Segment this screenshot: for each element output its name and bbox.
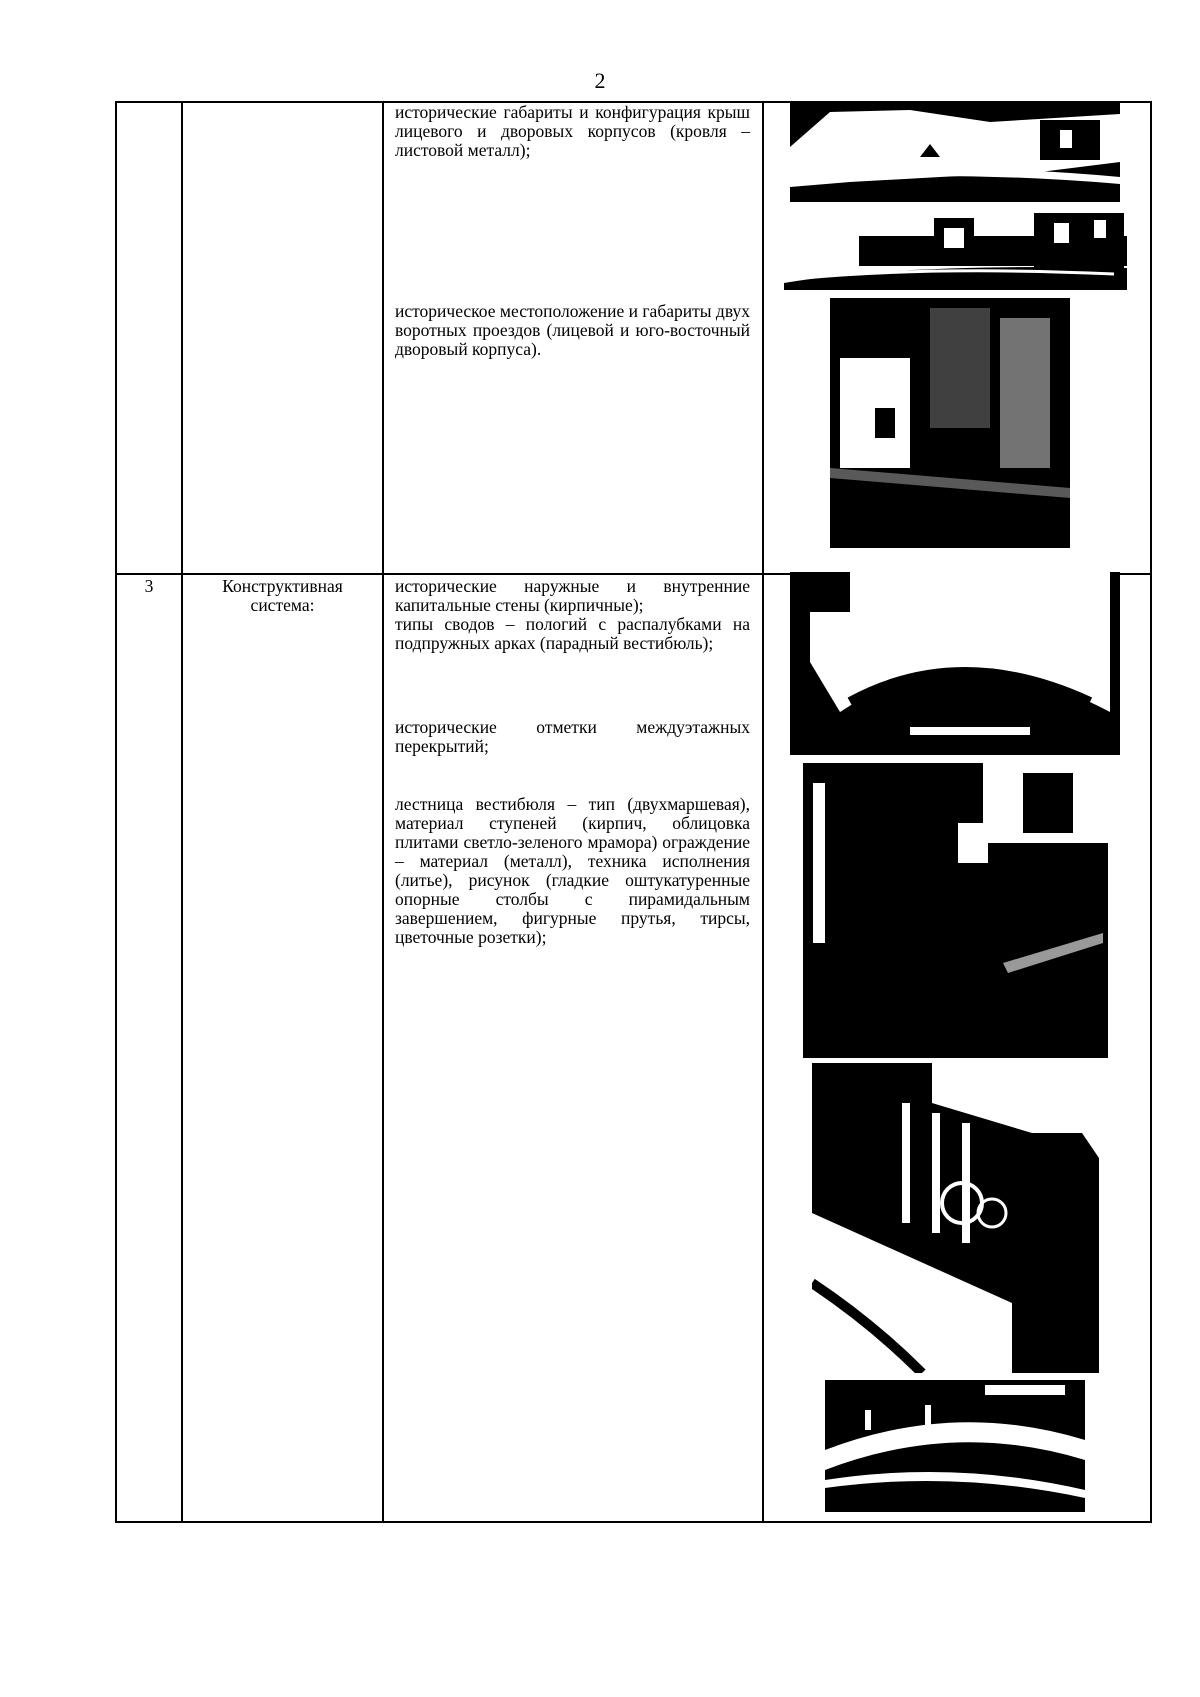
staircase-photo — [803, 763, 1108, 1058]
column-divider-2 — [382, 101, 384, 1523]
table-left-border — [115, 101, 117, 1523]
row2-item-walls-vaults: исторические наружные и внутренние капитальные стены (кирпичные); типы сводов – пологий с распалубками на подпружных арках (парадный вестибюль); — [395, 576, 750, 653]
roof-photo-2 — [784, 208, 1127, 290]
row1-item-roofs: исторические габариты и конфигурация крыш лицевого и дворовых корпусов (кровля – листовой металл); — [395, 102, 750, 160]
row2-item-floor-levels: исторические отметки междуэтажных перекрытий; — [395, 717, 750, 756]
column-divider-3 — [762, 101, 764, 1523]
table-right-border — [1150, 101, 1152, 1523]
railing-photo — [812, 1063, 1099, 1373]
gate-passage-photo — [830, 298, 1070, 548]
roof-photo-1 — [790, 102, 1120, 202]
column-divider-1 — [181, 101, 183, 1523]
row2-item-staircase: лестница вестибюля – тип (двухмаршевая), материал ступеней (кирпич, облицовка плитами светло-зеленого мрамора) ограждение – материал (металл), техника исполнения (литье), рисунок (гладкие оштукатуренные опорные столбы с пирамидальным завершением, фигурные прутья, тирсы, цветочные розетки); — [395, 794, 750, 947]
row2-category: Конструктивная система: — [222, 576, 343, 615]
vault-photo — [790, 572, 1120, 755]
railing-detail-photo — [825, 1380, 1085, 1512]
row2-number: 3 — [144, 576, 154, 596]
row1-item-gates: историческое местоположение и габариты двух воротных проездов (лицевой и юго-восточный дворовый корпуса). — [395, 301, 750, 359]
page-number: 2 — [594, 68, 606, 93]
table-bottom-border — [115, 1521, 1152, 1523]
